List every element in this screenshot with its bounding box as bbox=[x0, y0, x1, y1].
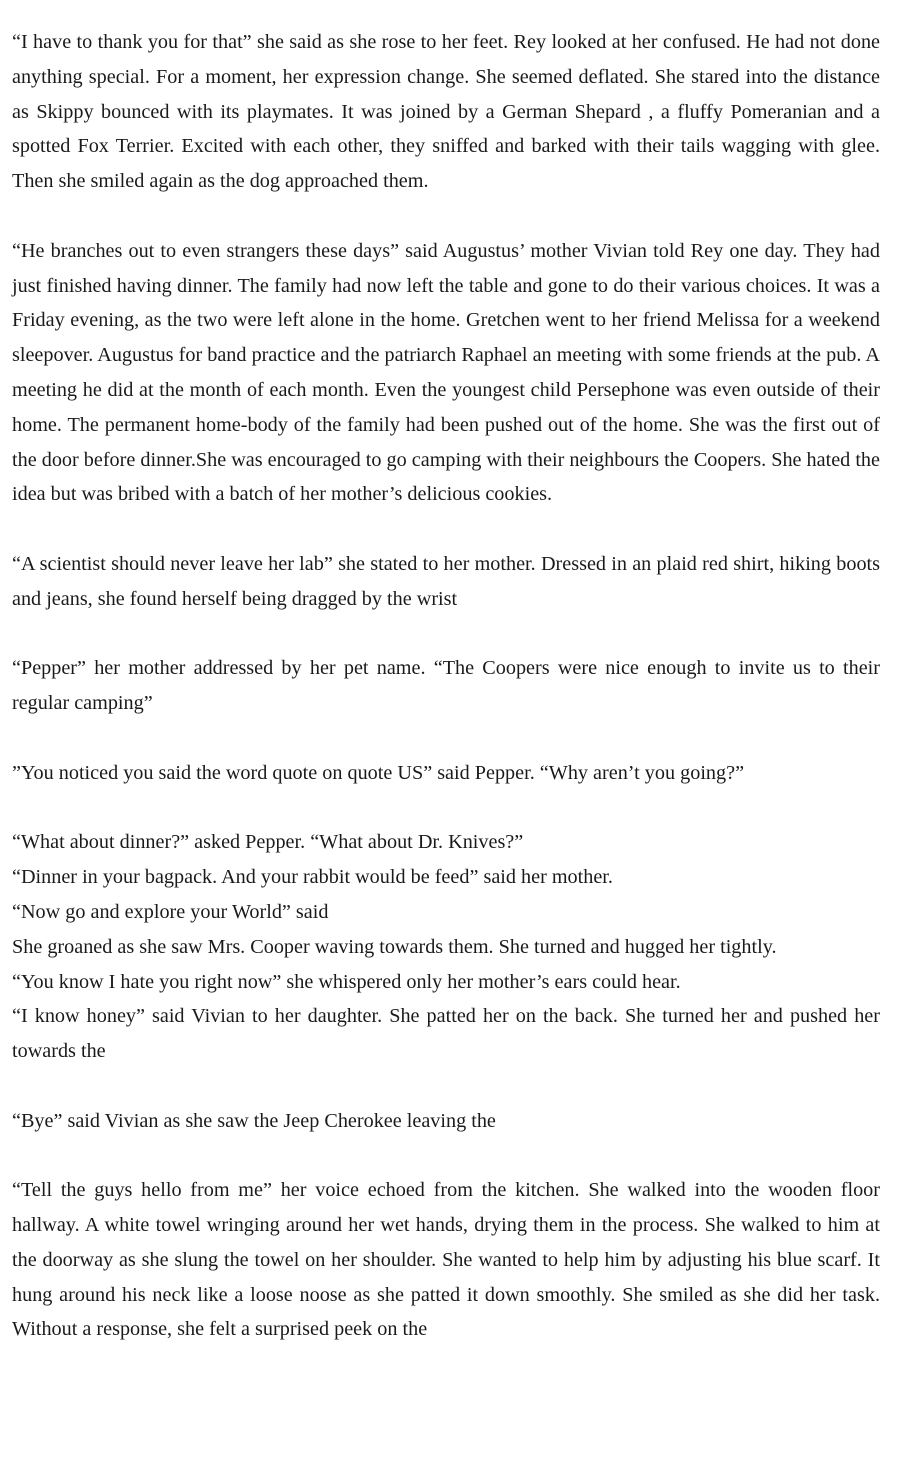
paragraph-quote-us: ”You noticed you said the word quote on quote US” said Pepper. “Why aren’t you going?” bbox=[12, 761, 745, 784]
dialogue-line-dinner: “What about dinner?” asked Pepper. “What about Dr. Knives?” bbox=[12, 831, 524, 854]
dialogue-line-hate-you: “You know I hate you right now” she whispered only her mother’s ears could hear. bbox=[12, 970, 681, 993]
dialogue-line-explore: “Now go and explore your World” said bbox=[12, 900, 329, 923]
paragraph-pepper-invite: “Pepper” her mother addressed by her pet name. “The Coopers were nice enough to invite us to their regular camping” bbox=[12, 657, 880, 715]
paragraph-scientist: “A scientist should never leave her lab” she stated to her mother. Dressed in an plaid red shirt, hiking boots and jeans, she found herself being dragged by the wrist bbox=[12, 552, 880, 610]
dialogue-line-groaned: She groaned as she saw Mrs. Cooper waving towards them. She turned and hugged her tightly. bbox=[12, 935, 777, 958]
dialogue-line-honey: “I know honey” said Vivian to her daughter. She patted her on the back. She turned her and pushed her towards the bbox=[12, 1005, 880, 1063]
dialogue-line-bagpack: “Dinner in your bagpack. And your rabbit would be feed” said her mother. bbox=[12, 866, 613, 889]
dialogue-block bbox=[12, 825, 880, 1069]
paragraph-thanks: “I have to thank you for that” she said as she rose to her feet. Rey looked at her confused. He had not done anything special. For a moment, her expression change. She seemed deflated. She stared into the distance as Skippy bounced with its playmates. It was joined by a German Shepard , a fluffy Pomeranian and a spotted Fox Terrier. Excited with each other, they sniffed and barked with their tails wagging with glee. Then she smiled again as the dog approached them. bbox=[12, 31, 880, 193]
paragraph-kitchen: “Tell the guys hello from me” her voice echoed from the kitchen. She walked into the wooden floor hallway. A white towel wringing around her wet hands, drying them in the process. She walked to him at the doorway as she slung the towel on her shoulder. She wanted to help him by adjusting his blue scarf. It hung around his neck like a loose noose as she patted it down smoothly. She smiled as she did her task. Without a response, she felt a surprised peek on the bbox=[12, 1179, 880, 1341]
paragraph-bye: “Bye” said Vivian as she saw the Jeep Cherokee leaving the bbox=[12, 1109, 496, 1132]
document-page bbox=[12, 25, 880, 1347]
paragraph-vivian-dinner: “He branches out to even strangers these days” said Augustus’ mother Vivian told Rey one day. They had just finished having dinner. The family had now left the table and gone to do their various choices. It was a Friday evening, as the two were left alone in the home. Gretchen went to her friend Melissa for a weekend sleepover. Augustus for band practice and the patriarch Raphael an meeting with some friends at the pub. A meeting he did at the month of each month. Even the youngest child Persephone was even outside of their home. The permanent home-body of the family had been pushed out of the home. She was the first out of the door before dinner.She was encouraged to go camping with their neighbours the Coopers. She hated the idea but was bribed with a batch of her mother’s delicious cookies. bbox=[12, 239, 880, 506]
